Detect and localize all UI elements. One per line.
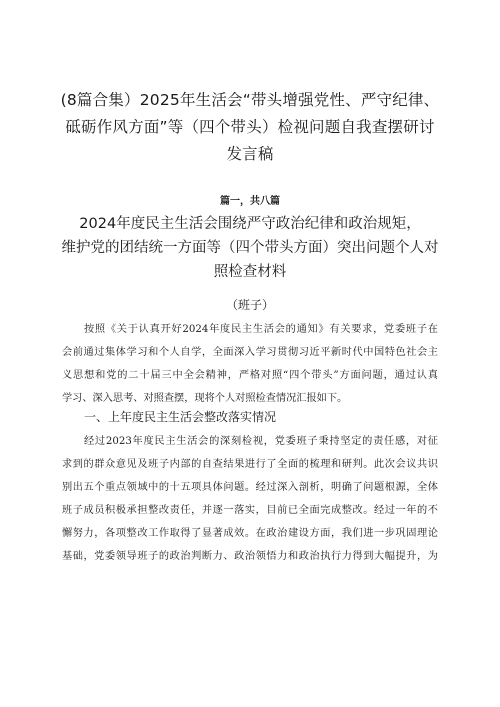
body-paragraph — [62, 430, 438, 568]
section-heading: 一、上年度民主生活会整改落实情况 — [84, 410, 277, 424]
paragraph-line: 学习、深入思考、对照查摆，现将个人对照检查情况汇报如下。 — [62, 393, 348, 404]
report-title-line: 维护党的团结统一方面等（四个带头方面）突出问题个人对 — [61, 240, 439, 256]
paragraph-line: 会前通过集体学习和个人自学，全面深入学习贯彻习近平新时代中国特色社会主 — [62, 347, 438, 358]
paragraph-line: 经过2023年度民主生活会的深刻检视，党委班子秉持坚定的责任感，对征 — [84, 436, 438, 447]
report-subtitle: （班子） — [225, 298, 274, 312]
paragraph-line: 基础，党委领导班子的政治判断力、政治领悟力和政治执行力得到大幅提升，为 — [62, 551, 438, 562]
paragraph-line: 求到的群众意见及班子内部的自查结果进行了全面的梳理和研判。此次会议共识 — [62, 459, 438, 470]
report-title-line: 2024年度民主生活会围绕严守政治纪律和政治规矩， — [79, 216, 421, 232]
paragraph-line: 按照《关于认真开好2024年度民主生活会的通知》有关要求，党委班子在 — [84, 324, 438, 335]
paragraph-line: 别出五个重点领域中的十五项具体问题。经过深入剖析，明确了问题根源，全体 — [62, 482, 438, 493]
document-title-line: (8篇合集）2025年生活会“带头增强党性、严守纪律、 — [60, 91, 440, 109]
paragraph-line: 班子成员积极承担整改责任，并逐一落实，目前已全面完成整改。经过一年的不 — [62, 505, 438, 516]
report-title — [60, 212, 440, 284]
document-title — [60, 87, 440, 168]
document-title-line: 砥砺作风方面”等（四个带头）检视问题自我查摆研讨 — [65, 118, 435, 136]
paragraph-line: 懈努力，各项整改工作取得了显著成效。在政治建设方面，我们进一步巩固理论 — [62, 528, 438, 539]
document-title-line: 发言稿 — [226, 145, 274, 163]
report-title-line: 照检查材料 — [213, 264, 287, 280]
intro-paragraph — [62, 318, 438, 410]
paragraph-line: 义思想和党的二十届三中全会精神，严格对照“四个带头”方面问题，通过认真 — [62, 370, 438, 381]
part-label: 篇一，共八篇 — [220, 196, 280, 207]
